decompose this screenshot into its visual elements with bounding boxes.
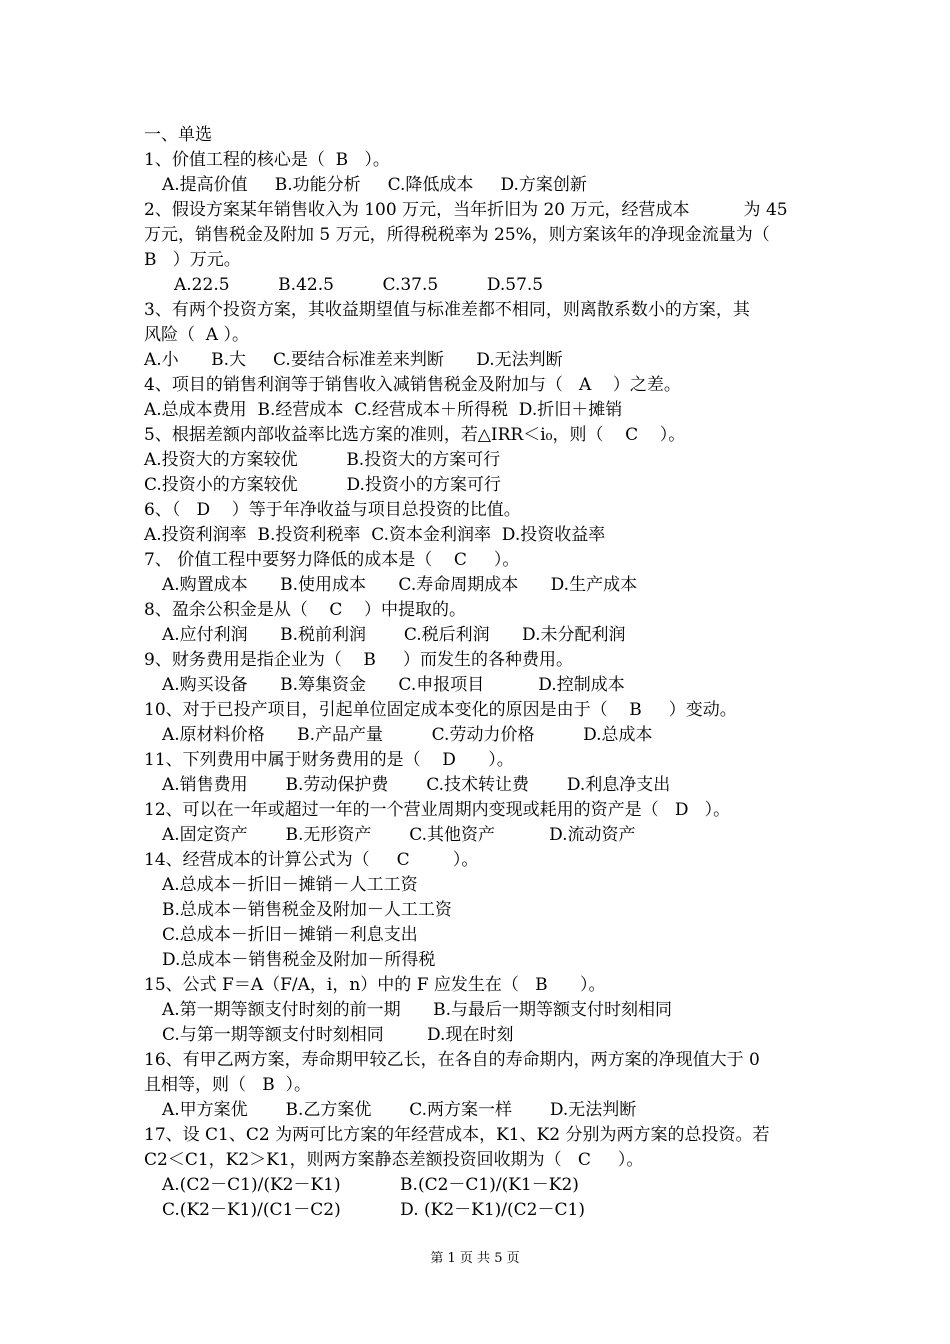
- question-line: 且相等，则（ B ）。: [144, 1075, 312, 1095]
- question-line: 16、有甲乙两方案，寿命期甲较乙长，在各自的寿命期内，两方案的净现值大于 0: [144, 1050, 760, 1070]
- question-line: 8、盈余公积金是从（ C ）中提取的。: [144, 600, 467, 620]
- question-line: 7、 价值工程中要努力降低的成本是（ C ）。: [144, 550, 520, 570]
- question-line: 3、有两个投资方案，其收益期望值与标准差都不相同，则离散系数小的方案，其: [144, 300, 750, 320]
- question-line: 风险（ A ）。: [144, 325, 249, 345]
- page-footer: 第 1 页 共 5 页: [430, 1251, 520, 1266]
- question-line: 14、经营成本的计算公式为（ C ）。: [144, 850, 479, 870]
- options-line: A.固定资产 B.无形资产 C.其他资产 D.流动资产: [162, 825, 636, 845]
- options-line: C.总成本－折旧－摊销－利息支出: [162, 925, 418, 945]
- question-line: 9、财务费用是指企业为（ B ）而发生的各种费用。: [144, 650, 573, 670]
- section-title: 一、单选: [144, 125, 212, 145]
- question-line: 10、对于已投产项目，引起单位固定成本变化的原因是由于（ B ）变动。: [144, 700, 737, 720]
- options-line: A.第一期等额支付时刻的前一期 B.与最后一期等额支付时刻相同: [162, 1000, 672, 1020]
- question-line: B ）万元。: [144, 250, 241, 270]
- options-line: A.甲方案优 B.乙方案优 C.两方案一样 D.无法判断: [162, 1100, 637, 1120]
- question-line: 17、设 C1、C2 为两可比方案的年经营成本，K1、K2 分别为两方案的总投资。若: [144, 1125, 770, 1145]
- options-line: C.与第一期等额支付时刻相同 D.现在时刻: [162, 1025, 514, 1045]
- options-line: A.应付利润 B.税前利润 C.税后利润 D.未分配利润: [162, 625, 626, 645]
- question-line: C2＜C1，K2＞K1，则两方案静态差额投资回收期为（ C ）。: [144, 1150, 644, 1170]
- options-line: A.销售费用 B.劳动保护费 C.技术转让费 D.利息净支出: [162, 775, 671, 795]
- options-line: A.购置成本 B.使用成本 C.寿命周期成本 D.生产成本: [162, 575, 638, 595]
- question-line: 4、项目的销售利润等于销售收入减销售税金及附加与（ A ）之差。: [144, 375, 681, 395]
- options-line: A.(C2－C1)/(K2－K1) B.(C2－C1)/(K1－K2): [162, 1175, 579, 1195]
- options-line: A.原材料价格 B.产品产量 C.劳动力价格 D.总成本: [162, 725, 653, 745]
- options-line: C.(K2－K1)/(C1－C2) D. (K2－K1)/(C2－C1): [162, 1200, 585, 1220]
- options-line: C.投资小的方案较优 D.投资小的方案可行: [144, 475, 501, 495]
- question-line: 11、下列费用中属于财务费用的是（ D ）。: [144, 750, 514, 770]
- question-line: 1、价值工程的核心是（ B ）。: [144, 150, 390, 170]
- options-line: A.购买设备 B.筹集资金 C.申报项目 D.控制成本: [162, 675, 625, 695]
- options-line: A.22.5 B.42.5 C.37.5 D.57.5: [174, 275, 544, 295]
- options-line: B.总成本－销售税金及附加－人工工资: [162, 900, 452, 920]
- options-line: A.总成本费用 B.经营成本 C.经营成本＋所得税 D.折旧＋摊销: [144, 400, 623, 420]
- options-line: A.投资利润率 B.投资利税率 C.资本金利润率 D.投资收益率: [144, 525, 606, 545]
- options-line: D.总成本－销售税金及附加－所得税: [162, 950, 436, 970]
- options-line: A.投资大的方案较优 B.投资大的方案可行: [144, 450, 501, 470]
- question-line: 6、（ D ）等于年净收益与项目总投资的比值。: [144, 500, 521, 520]
- options-line: A.提高价值 B.功能分析 C.降低成本 D.方案创新: [162, 175, 587, 195]
- question-line: 万元，销售税金及附加 5 万元，所得税税率为 25%，则方案该年的净现金流量为（: [144, 225, 770, 245]
- question-line: 5、根据差额内部收益率比选方案的准则，若△IRR＜i₀，则（ C ）。: [144, 425, 686, 445]
- question-line: 12、可以在一年或超过一年的一个营业周期内变现或耗用的资产是（ D ）。: [144, 800, 731, 820]
- question-line: 15、公式 F＝A（F/A，i，n）中的 F 应发生在（ B ）。: [144, 975, 606, 995]
- options-line: A.小 B.大 C.要结合标准差来判断 D.无法判断: [144, 350, 563, 370]
- question-line: 2、假设方案某年销售收入为 100 万元，当年折旧为 20 万元，经营成本 为 45: [144, 200, 788, 220]
- options-line: A.总成本－折旧－摊销－人工工资: [162, 875, 418, 895]
